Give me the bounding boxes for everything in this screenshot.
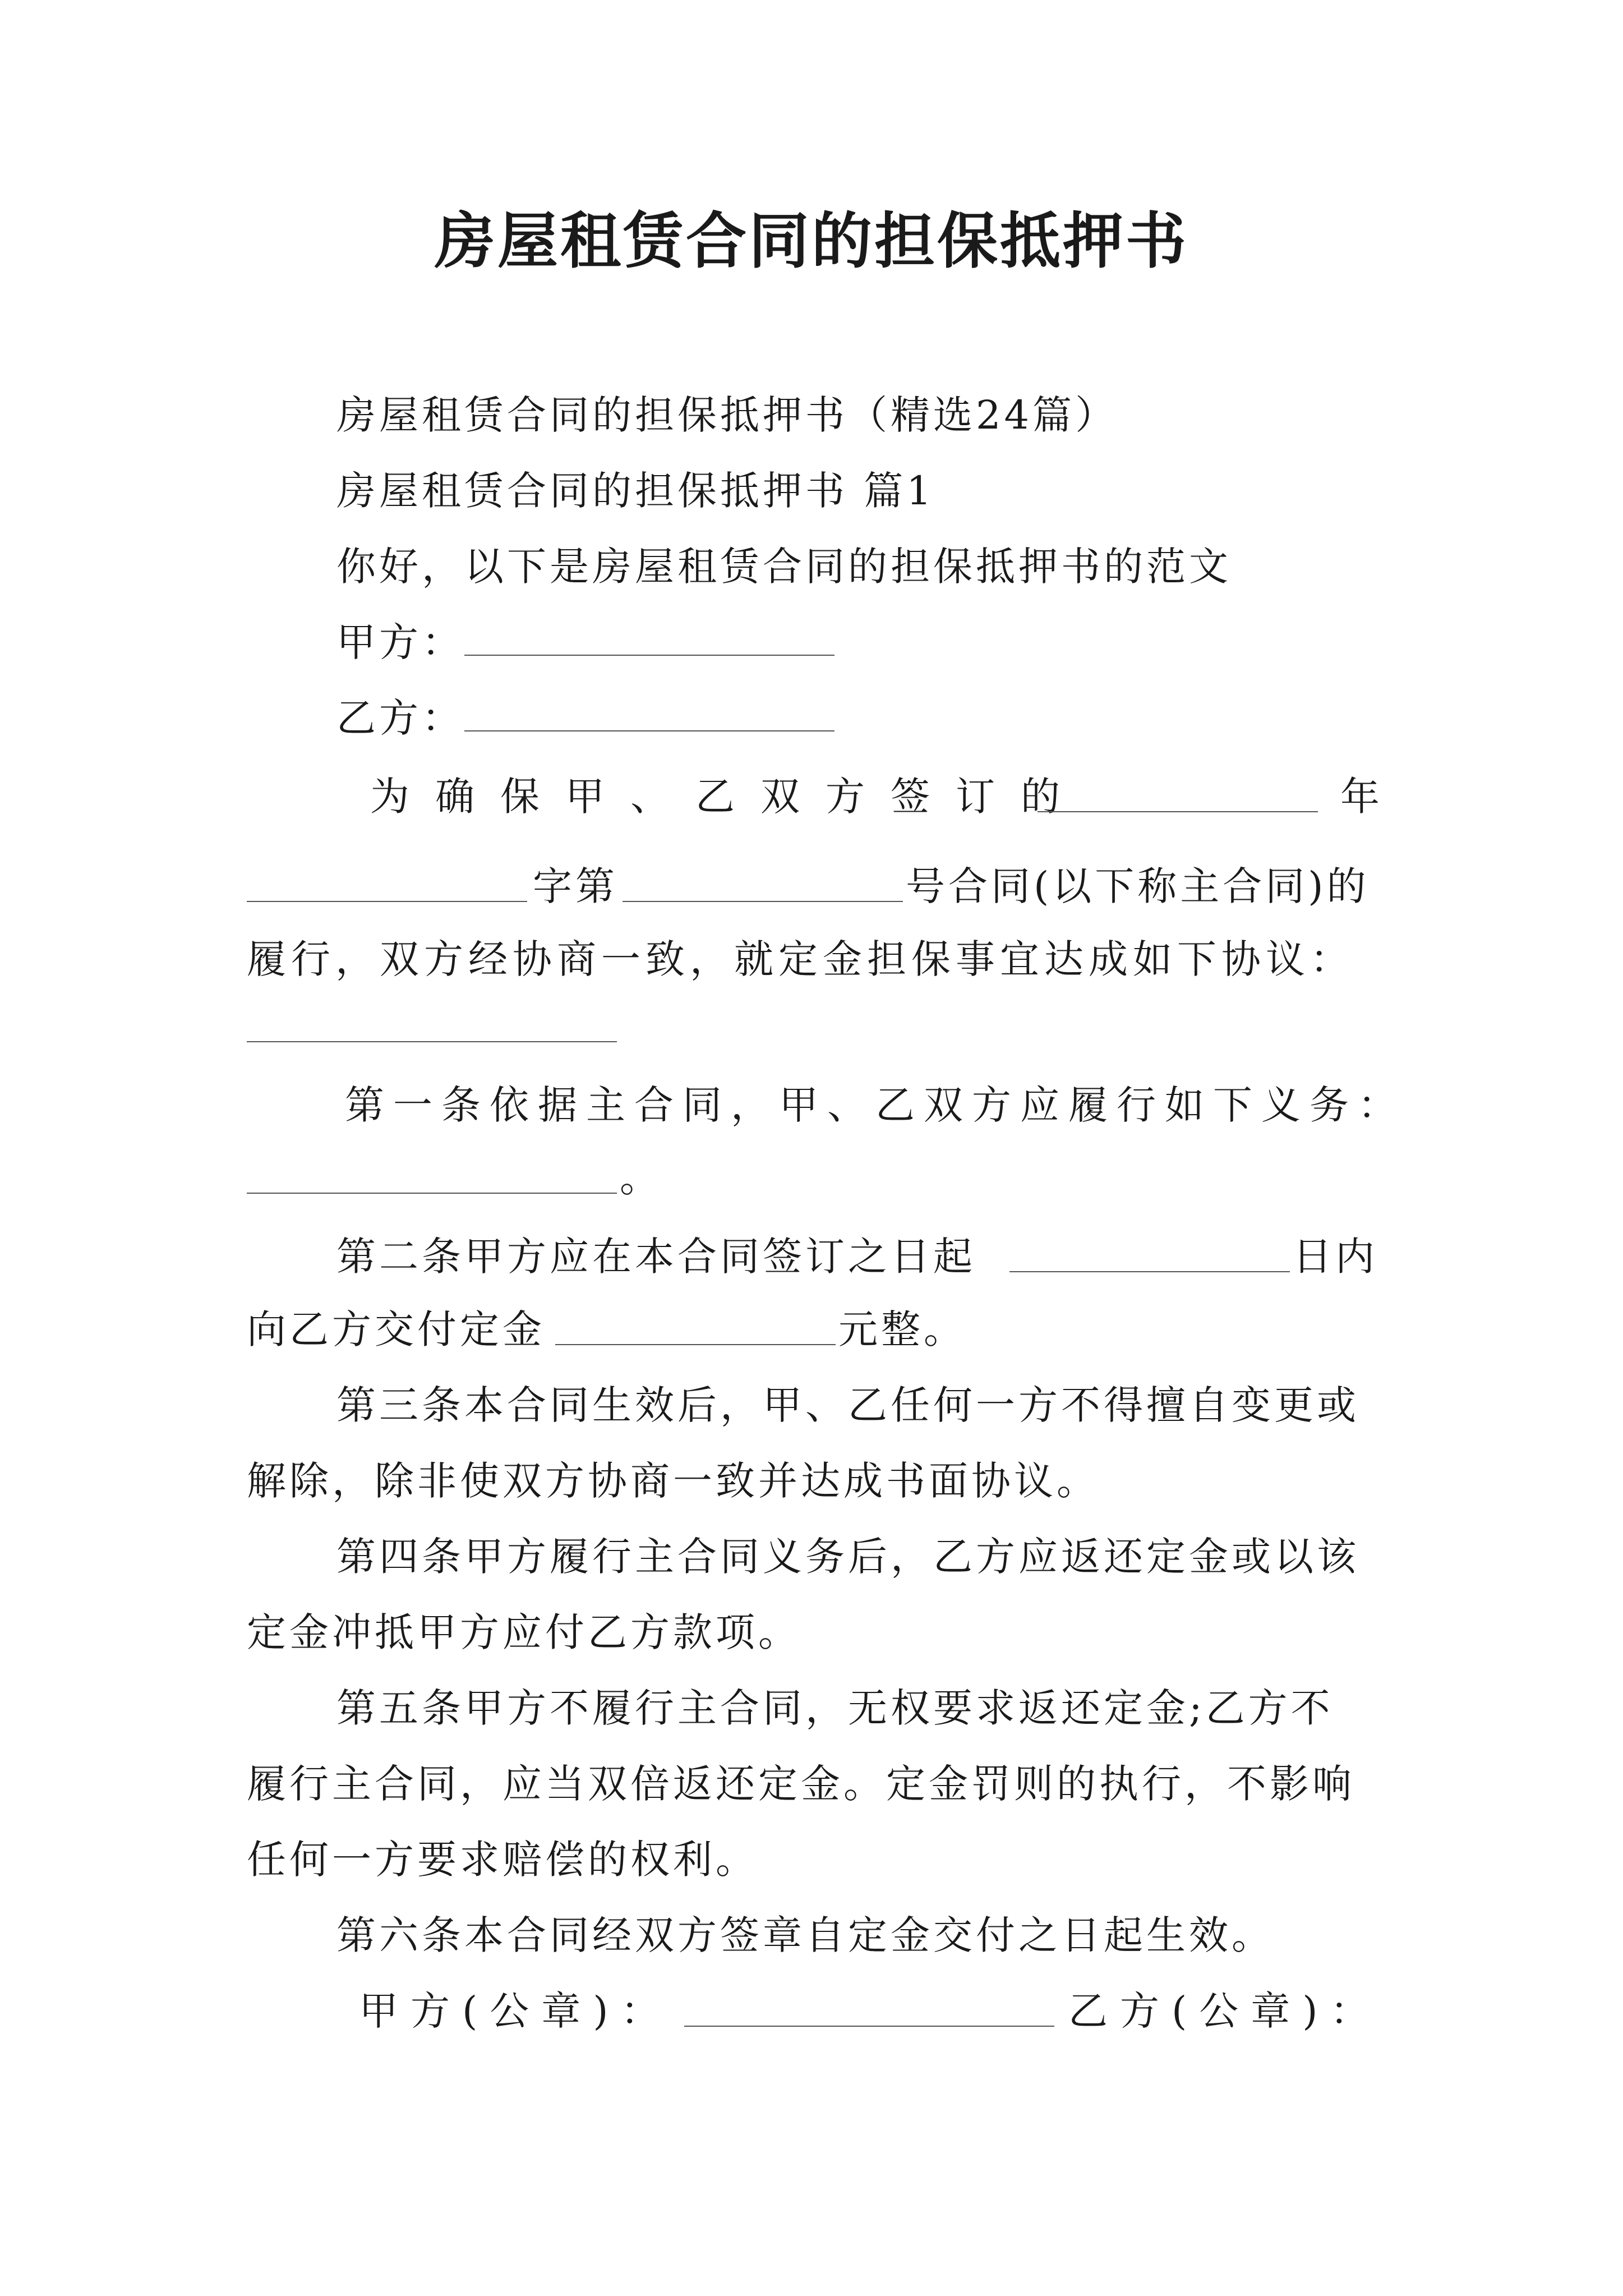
article-5-line-2: 履行主合同，应当双倍返还定金。定金罚则的执行，不影响: [247, 1761, 1355, 1807]
article-5-line-1: 第五条甲方不履行主合同，无权要求返还定金;乙方不: [336, 1685, 1334, 1731]
article-2-line-2-text: 向乙方交付定金: [247, 1306, 545, 1352]
article-4-line-1: 第四条甲方履行主合同义务后，乙方应返还定金或以该: [336, 1534, 1359, 1580]
intro-part: 房屋租赁合同的担保抵押书 篇1: [336, 468, 935, 514]
intro-greeting: 你好，以下是房屋租赁合同的担保抵押书的范文: [336, 544, 1232, 590]
preamble-year-blank: [1038, 770, 1318, 812]
signature-party-a-blank: [684, 1984, 1054, 2027]
preamble-year-label: 年: [1340, 774, 1383, 820]
article-2-line-1-text: 第二条甲方应在本合同签订之日起: [336, 1234, 976, 1280]
preamble-prefix-blank: [247, 859, 527, 902]
document-title: 房屋租赁合同的担保抵押书: [434, 206, 1188, 277]
party-b-blank: [464, 697, 834, 731]
preamble-agreement-blank: [247, 1000, 617, 1042]
article-6-line-1: 第六条本合同经双方签章自定金交付之日起生效。: [336, 1912, 1274, 1958]
article-2-days-blank: [1009, 1230, 1290, 1272]
intro-heading: 房屋租赁合同的担保抵押书（精选24篇）: [336, 392, 1118, 438]
article-2-amount-blank: [555, 1303, 836, 1345]
party-b-label: 乙方：: [336, 695, 464, 741]
preamble-line-1-text: 为确保甲、乙双方签订的: [370, 774, 1086, 820]
preamble-number-blank: [623, 859, 903, 902]
preamble-contract-label: 号合同(以下称主合同)的: [906, 863, 1370, 909]
signature-party-b: 乙方(公章)：: [1068, 1988, 1382, 2034]
signature-party-a: 甲方(公章)：: [359, 1988, 672, 2034]
party-a-line: [336, 614, 834, 670]
article-2-amount-label: 元整。: [838, 1306, 966, 1352]
article-1-period: 。: [620, 1155, 662, 1201]
article-5-line-3: 任何一方要求赔偿的权利。: [247, 1837, 758, 1883]
party-a-blank: [464, 621, 834, 656]
article-3-line-1: 第三条本合同生效后，甲、乙任何一方不得擅自变更或: [336, 1382, 1359, 1428]
article-2-days-label: 日内: [1293, 1234, 1378, 1280]
party-a-label: 甲方：: [336, 619, 464, 665]
preamble-zi-label: 字第: [533, 863, 618, 909]
preamble-line-3: 履行，双方经协商一致，就定金担保事宜达成如下协议：: [247, 936, 1354, 982]
article-1-line-1: 第一条依据主合同，甲、乙双方应履行如下义务：: [345, 1082, 1406, 1128]
article-1-duties-blank: [247, 1151, 617, 1194]
article-4-line-2: 定金冲抵甲方应付乙方款项。: [247, 1609, 801, 1655]
party-b-line: [336, 690, 834, 746]
article-3-line-2: 解除，除非使双方协商一致并达成书面协议。: [247, 1458, 1099, 1504]
